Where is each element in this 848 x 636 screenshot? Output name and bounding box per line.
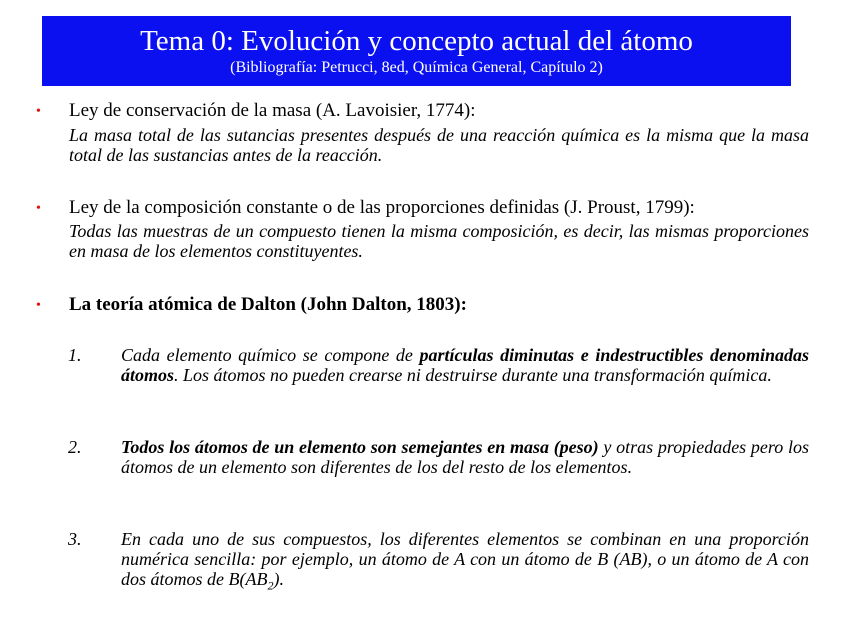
bullet-icon: • [36, 104, 41, 119]
law-heading: Ley de conservación de la masa (A. Lavoisier, 1774): [69, 100, 476, 121]
postulate-text: Cada elemento químico se compone de partículas diminutas e indestructibles denominadas átomos. Los átomos no pueden crearse ni destruirse durante una transformación química. [121, 345, 809, 385]
title-banner [42, 16, 791, 86]
bullet-icon: • [36, 201, 41, 216]
postulate-text: En cada uno de sus compuestos, los diferentes elementos se combinan en una proporción numérica sencilla: por ejemplo, un átomo de A con un átomo de B (AB), o un átomo de A con dos átomos de $B(AB_2)$. [121, 529, 809, 593]
postulate-text: Todos los átomos de un elemento son semejantes en masa (peso) y otras propiedades pero los átomos de un elemento son diferentes de los del resto de los elementos. [121, 437, 809, 477]
law-heading: Ley de la composición constante o de las proporciones definidas (J. Proust, 1799): [69, 197, 695, 218]
bullet-icon: • [36, 298, 41, 313]
law-description: La masa total de las sutancias presentes después de una reacción química es la misma que la masa total de las sustancias antes de la reacción. [69, 125, 809, 165]
postulate-number: 1. [68, 345, 82, 365]
law-description: Todas las muestras de un compuesto tienen la misma composición, es decir, las mismas proporciones en masa de los elementos constituyentes. [69, 221, 809, 261]
page-title: Tema 0: Evolución y concepto actual del átomo [140, 25, 693, 57]
dalton-heading: La teoría atómica de Dalton (John Dalton, 1803): [69, 294, 467, 315]
postulate-number: 2. [68, 437, 82, 457]
page-subtitle: (Bibliografía: Petrucci, 8ed, Química General, Capítulo 2) [230, 59, 603, 76]
postulate-number: 3. [68, 529, 82, 549]
